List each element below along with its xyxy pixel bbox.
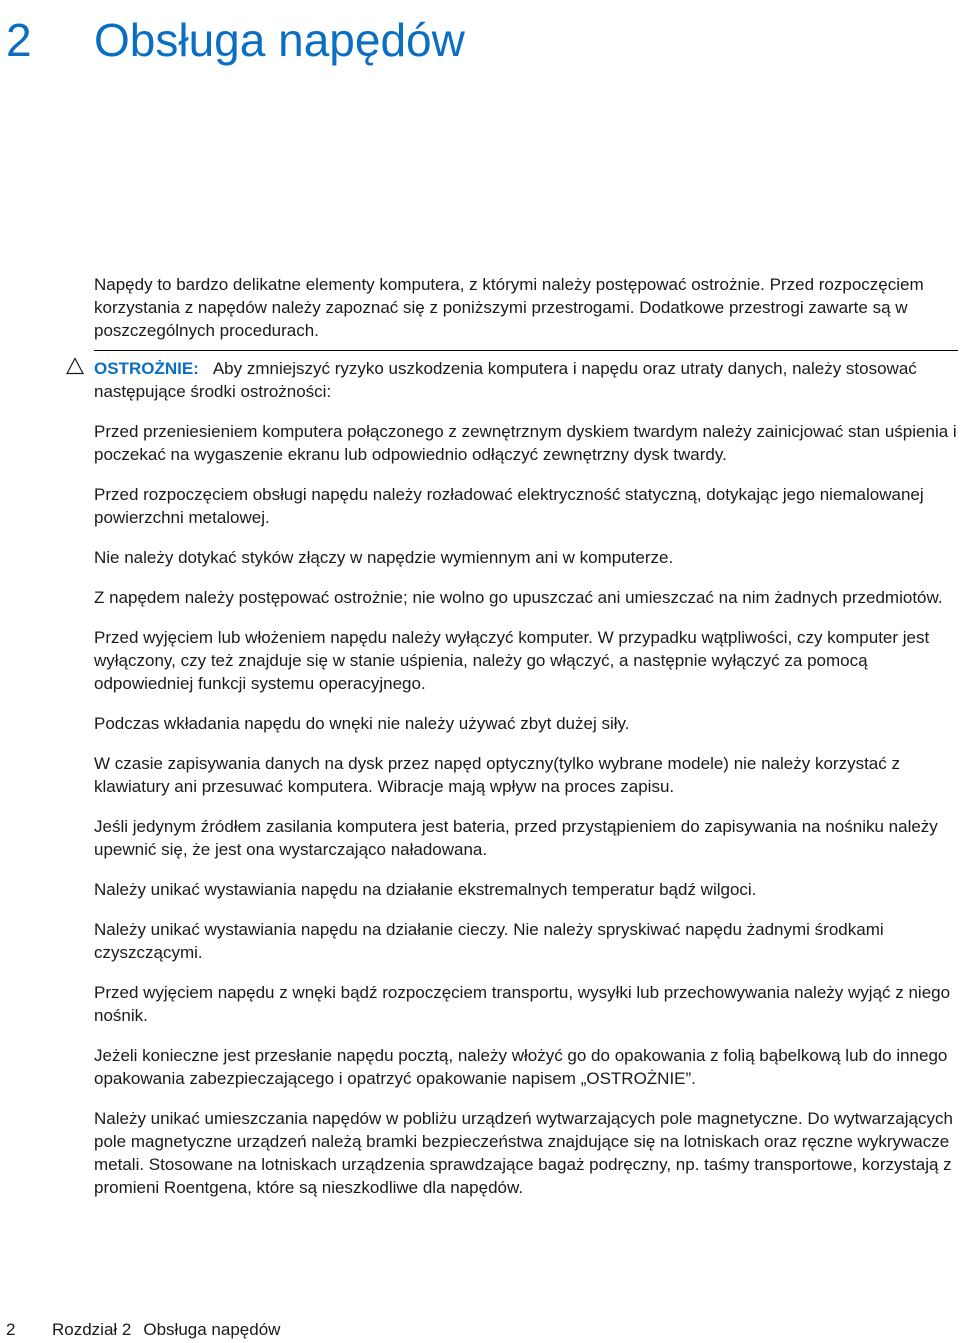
footer-chapter-title: Obsługa napędów	[143, 1320, 281, 1339]
caution-item: Przed wyjęciem napędu z wnęki bądź rozpoczęciem transportu, wysyłki lub przechowywania należy wyjąć z niego nośnik.	[94, 983, 951, 1025]
caution-item: Należy unikać wystawiania napędu na działanie ekstremalnych temperatur bądź wilgoci.	[94, 880, 757, 899]
caution-item: Nie należy dotykać styków złączy w napędzie wymiennym ani w komputerze.	[94, 548, 674, 567]
chapter-heading	[6, 10, 465, 70]
page-footer	[6, 1318, 280, 1342]
caution-item: W czasie zapisywania danych na dysk przez napęd optyczny(tylko wybrane modele) nie należy korzystać z klawiatury ani przesuwać komputera. Wibracje mają wpływ na proces zapisu.	[94, 754, 900, 796]
caution-item: Przed wyjęciem lub włożeniem napędu należy wyłączyć komputer. W przypadku wątpliwości, czy komputer jest wyłączony, czy też znajduje się w stanie uśpienia, należy go włączyć, a następnie wyłączyć za pomocą odpowiedniej funkcji systemu operacyjnego.	[94, 628, 930, 693]
caution-box	[94, 350, 958, 1199]
footer-chapter-ref: Rozdział 2	[52, 1320, 132, 1339]
chapter-title: Obsługa napędów	[94, 14, 465, 66]
chapter-number: 2	[6, 14, 32, 66]
caution-item: Przed rozpoczęciem obsługi napędu należy rozładować elektryczność statyczną, dotykając jego niemalowanej powierzchni metalowej.	[94, 485, 924, 527]
caution-lead-text: Aby zmniejszyć ryzyko uszkodzenia komputera i napędu oraz utraty danych, należy stosować następujące środki ostrożności:	[94, 359, 917, 401]
caution-item: Podczas wkładania napędu do wnęki nie należy używać zbyt dużej siły.	[94, 714, 630, 733]
intro-paragraph: Napędy to bardzo delikatne elementy komputera, z którymi należy postępować ostrożnie. Przed rozpoczęciem korzystania z napędów należy zapoznać się z poniższymi przestrogami. Dodatkowe przestrogi zawarte są w poszczególnych procedurach.	[94, 275, 924, 340]
warning-triangle-icon	[66, 357, 84, 375]
caution-item: Należy unikać umieszczania napędów w pobliżu urządzeń wytwarzających pole magnetyczne. Do wytwarzających pole magnetyczne urządzeń należą bramki bezpieczeństwa znajdujące się na lotniskach oraz ręczne wykrywacze metali. Stosowane na lotniskach urządzenia sprawdzające bagaż podręczny, np. taśmy transportowe, korzystają z promieni Roentgena, które są nieszkodliwe dla napędów.	[94, 1109, 953, 1197]
caution-item: Jeżeli konieczne jest przesłanie napędu pocztą, należy włożyć go do opakowania z folią bąbelkową lub do innego opakowania zabezpieczającego i opatrzyć opakowanie napisem „OSTROŻNIE”.	[94, 1046, 948, 1088]
caution-label: OSTROŻNIE:	[94, 359, 199, 378]
page-number: 2	[6, 1320, 16, 1339]
page-content	[94, 273, 958, 1199]
caution-lead	[94, 357, 958, 403]
caution-list	[94, 420, 958, 1199]
caution-item: Należy unikać wystawiania napędu na działanie cieczy. Nie należy spryskiwać napędu żadnymi środkami czyszczącymi.	[94, 920, 884, 962]
caution-item: Z napędem należy postępować ostrożnie; nie wolno go upuszczać ani umieszczać na nim żadnych przedmiotów.	[94, 588, 943, 607]
caution-item: Przed przeniesieniem komputera połączonego z zewnętrznym dyskiem twardym należy zainicjować stan uśpienia i poczekać na wygaszenie ekranu lub odpowiednio odłączyć zewnętrzny dysk twardy.	[94, 422, 957, 464]
caution-item: Jeśli jedynym źródłem zasilania komputera jest bateria, przed przystąpieniem do zapisywania na nośniku należy upewnić się, że jest ona wystarczająco naładowana.	[94, 817, 938, 859]
